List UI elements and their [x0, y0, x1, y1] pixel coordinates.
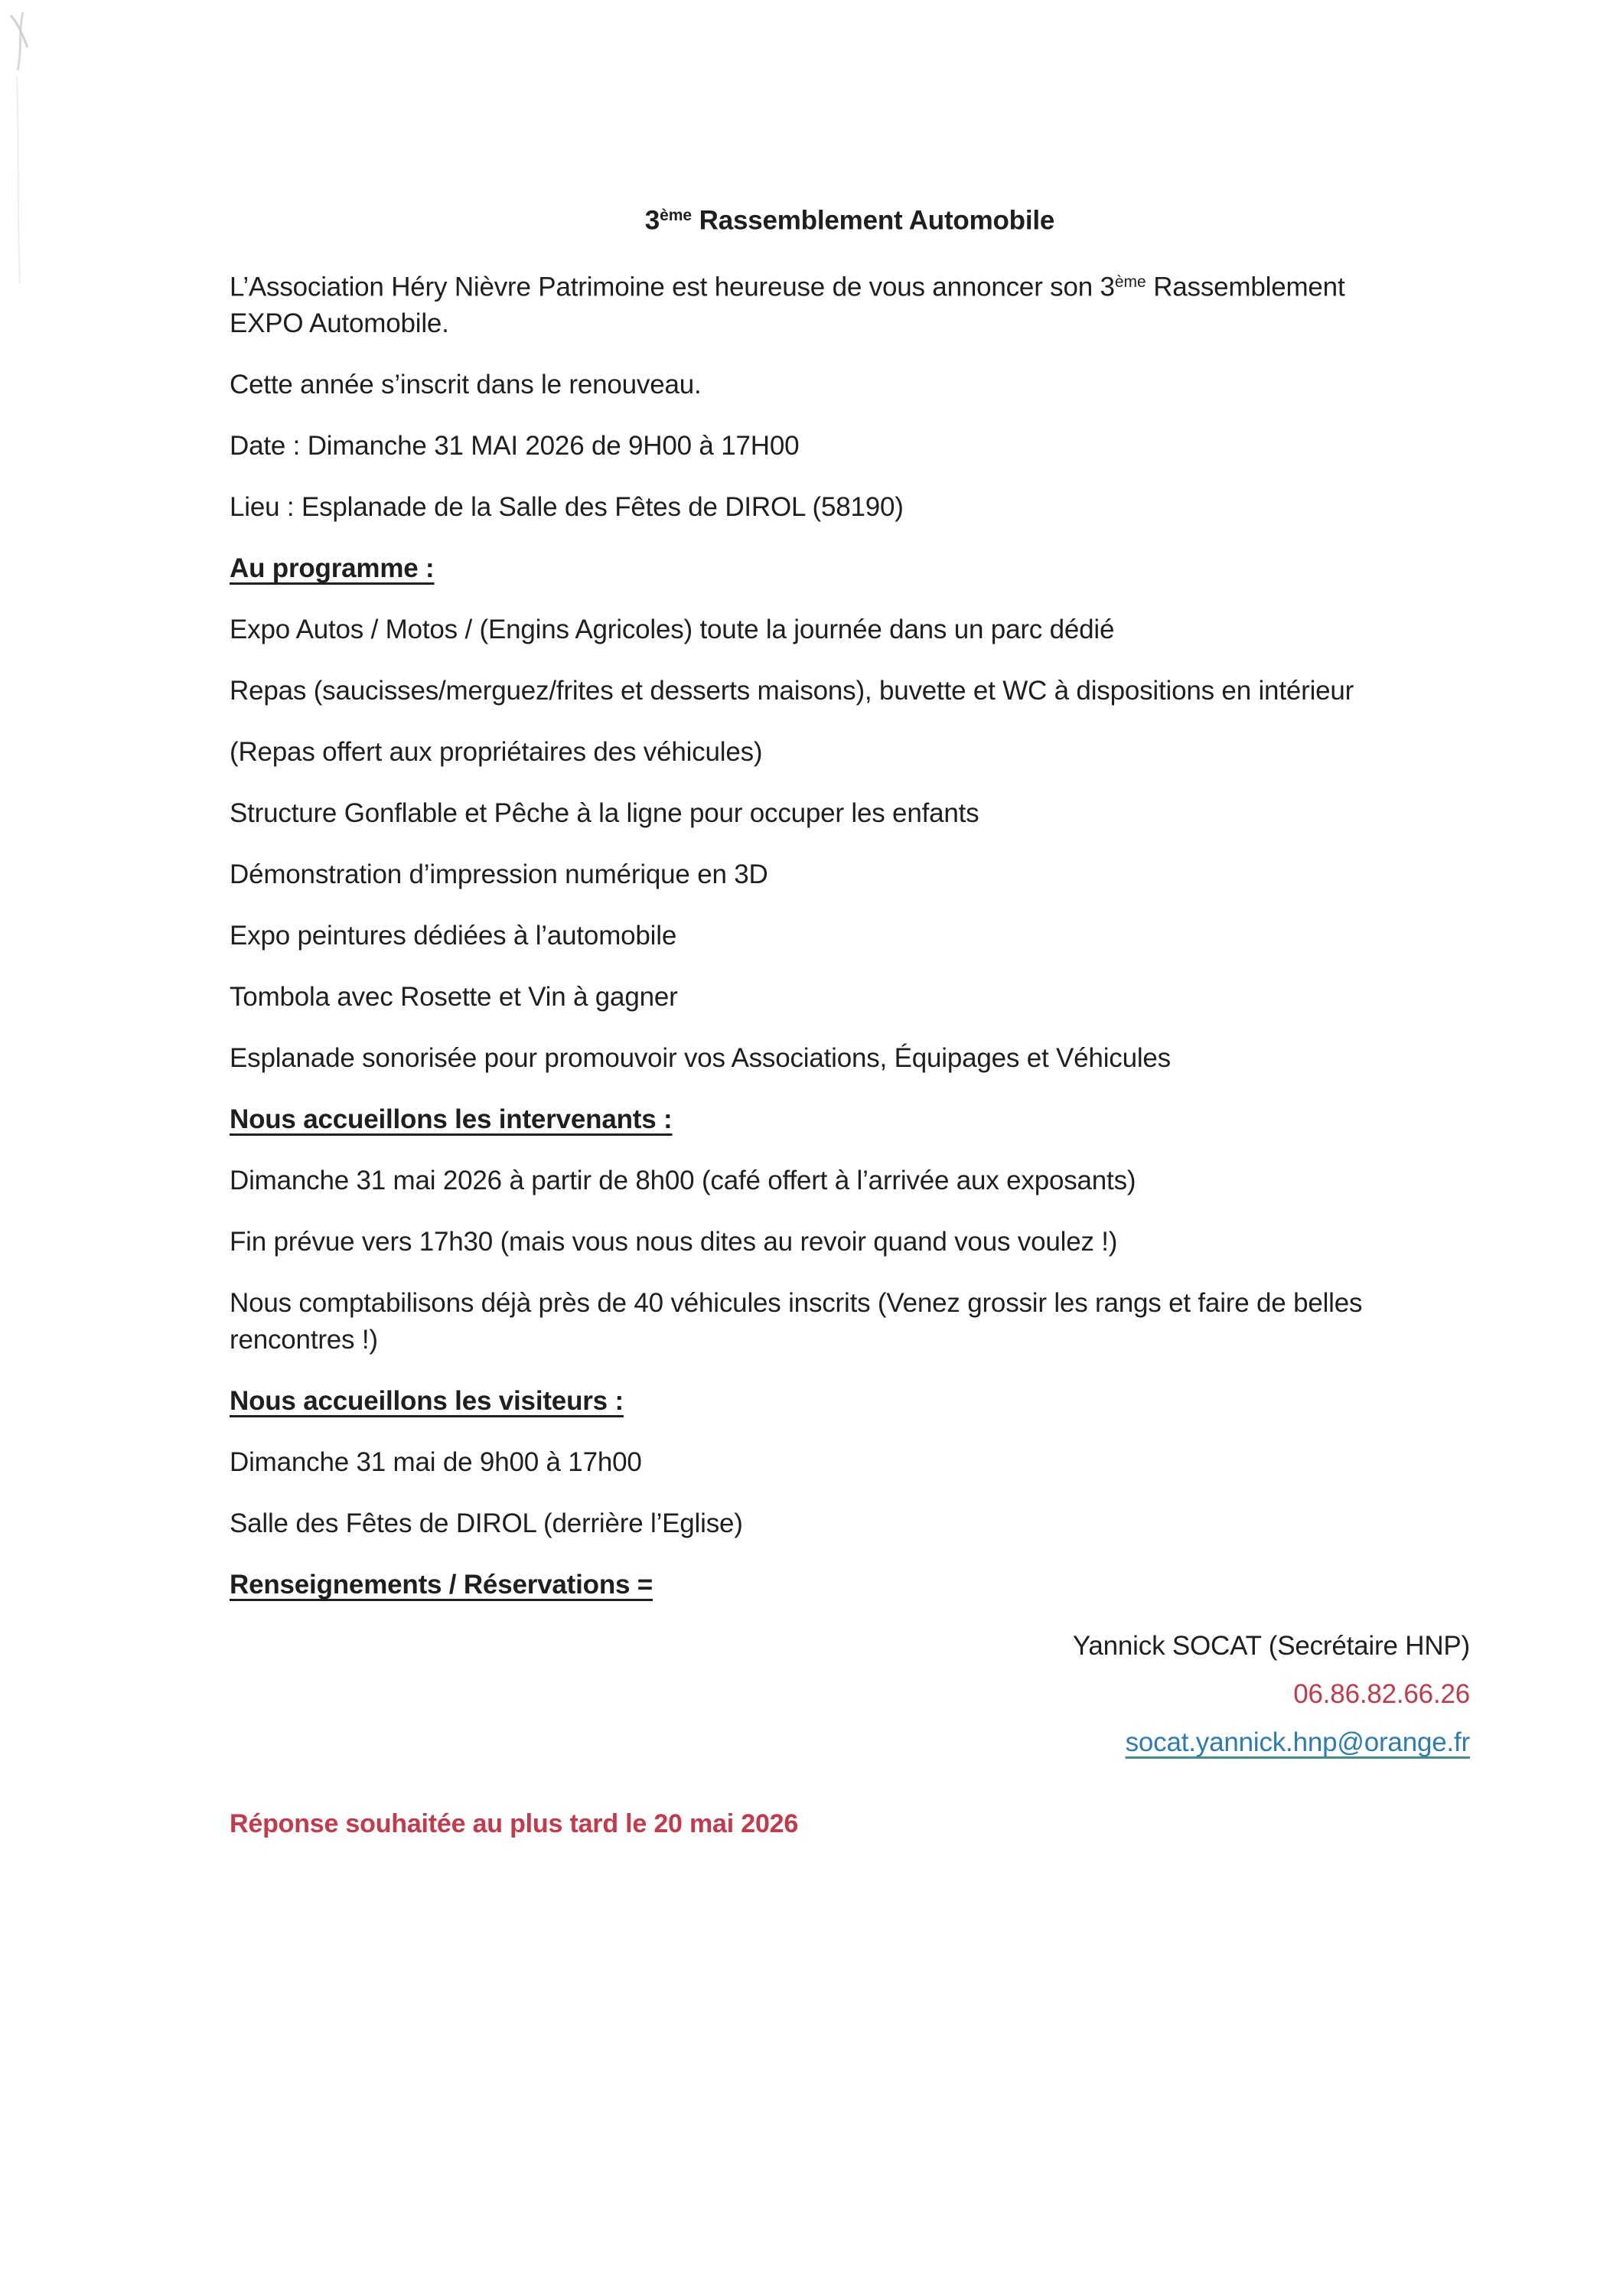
contact-email [230, 1724, 1470, 1761]
paragraph-date: Date : Dimanche 31 MAI 2026 de 9H00 à 17H00 [230, 431, 800, 461]
programme-item-structure-gonflable: Structure Gonflable et Pêche à la ligne pour occuper les enfants [230, 798, 979, 829]
paragraph-lieu: Lieu : Esplanade de la Salle des Fêtes de DIROL (58190) [230, 492, 904, 523]
intervenants-fin: Fin prévue vers 17h30 (mais vous nous dites au revoir quand vous voulez !) [230, 1227, 1118, 1257]
programme-item-expo-peintures: Expo peintures dédiées à l’automobile [230, 921, 677, 951]
document-title [230, 197, 1470, 240]
programme-item-tombola: Tombola avec Rosette et Vin à gagner [230, 982, 678, 1013]
response-deadline: Réponse souhaitée au plus tard le 20 mai 2026 [230, 1809, 799, 1839]
heading-renseignements-text: Renseignements / Réservations = [230, 1570, 653, 1600]
intro-line1: L’Association Héry Nièvre Patrimoine est heureuse de vous annoncer son 3 [230, 272, 1115, 302]
intervenants-inscrits-line1: Nous comptabilisons déjà près de 40 véhicules inscrits (Venez grossir les rangs et faire de belles [230, 1288, 1363, 1319]
title-ordinal-superscript: ème [660, 207, 693, 224]
paragraph-renouveau: Cette année s’inscrit dans le renouveau. [230, 370, 702, 400]
heading-programme [230, 550, 1470, 587]
visiteurs-horaire: Dimanche 31 mai de 9h00 à 17h00 [230, 1447, 642, 1478]
programme-item-expo-autos: Expo Autos / Motos / (Engins Agricoles) toute la journée dans un parc dédié [230, 615, 1115, 645]
intro-paragraph [230, 264, 1470, 343]
heading-visiteurs [230, 1383, 1470, 1420]
intro-line2: EXPO Automobile. [230, 308, 449, 339]
heading-intervenants [230, 1101, 1470, 1138]
email-address: socat.yannick.hnp@orange.fr [1125, 1727, 1470, 1758]
contact-phone: 06.86.82.66.26 [1293, 1679, 1470, 1710]
visiteurs-lieu: Salle des Fêtes de DIROL (derrière l’Eglise) [230, 1508, 743, 1539]
heading-visiteurs-text: Nous accueillons les visiteurs : [230, 1386, 624, 1417]
title-text: 3 [644, 205, 660, 236]
scan-artifact-marks [0, 0, 153, 321]
intro-ordinal-superscript: ème [1114, 272, 1146, 291]
heading-intervenants-text: Nous accueillons les intervenants : [230, 1104, 673, 1135]
intervenants-inscrits [230, 1285, 1470, 1358]
programme-item-impression-3d: Démonstration d’impression numérique en 3D [230, 859, 768, 890]
intervenants-inscrits-line2: rencontres !) [230, 1325, 378, 1355]
contact-name: Yannick SOCAT (Secrétaire HNP) [1072, 1631, 1470, 1662]
intro-line1-rest: Rassemblement [1146, 272, 1345, 302]
intervenants-horaire: Dimanche 31 mai 2026 à partir de 8h00 (café offert à l’arrivée aux exposants) [230, 1166, 1136, 1196]
heading-programme-text: Au programme : [230, 553, 435, 584]
title-text-rest: Rassemblement Automobile [692, 205, 1055, 236]
programme-item-repas-offert: (Repas offert aux propriétaires des véhicules) [230, 737, 763, 768]
programme-item-repas: Repas (saucisses/merguez/frites et desserts maisons), buvette et WC à dispositions en intérieur [230, 676, 1354, 706]
heading-renseignements [230, 1567, 1470, 1603]
programme-item-esplanade: Esplanade sonorisée pour promouvoir vos Associations, Équipages et Véhicules [230, 1043, 1171, 1074]
letter-body [230, 197, 1470, 1867]
